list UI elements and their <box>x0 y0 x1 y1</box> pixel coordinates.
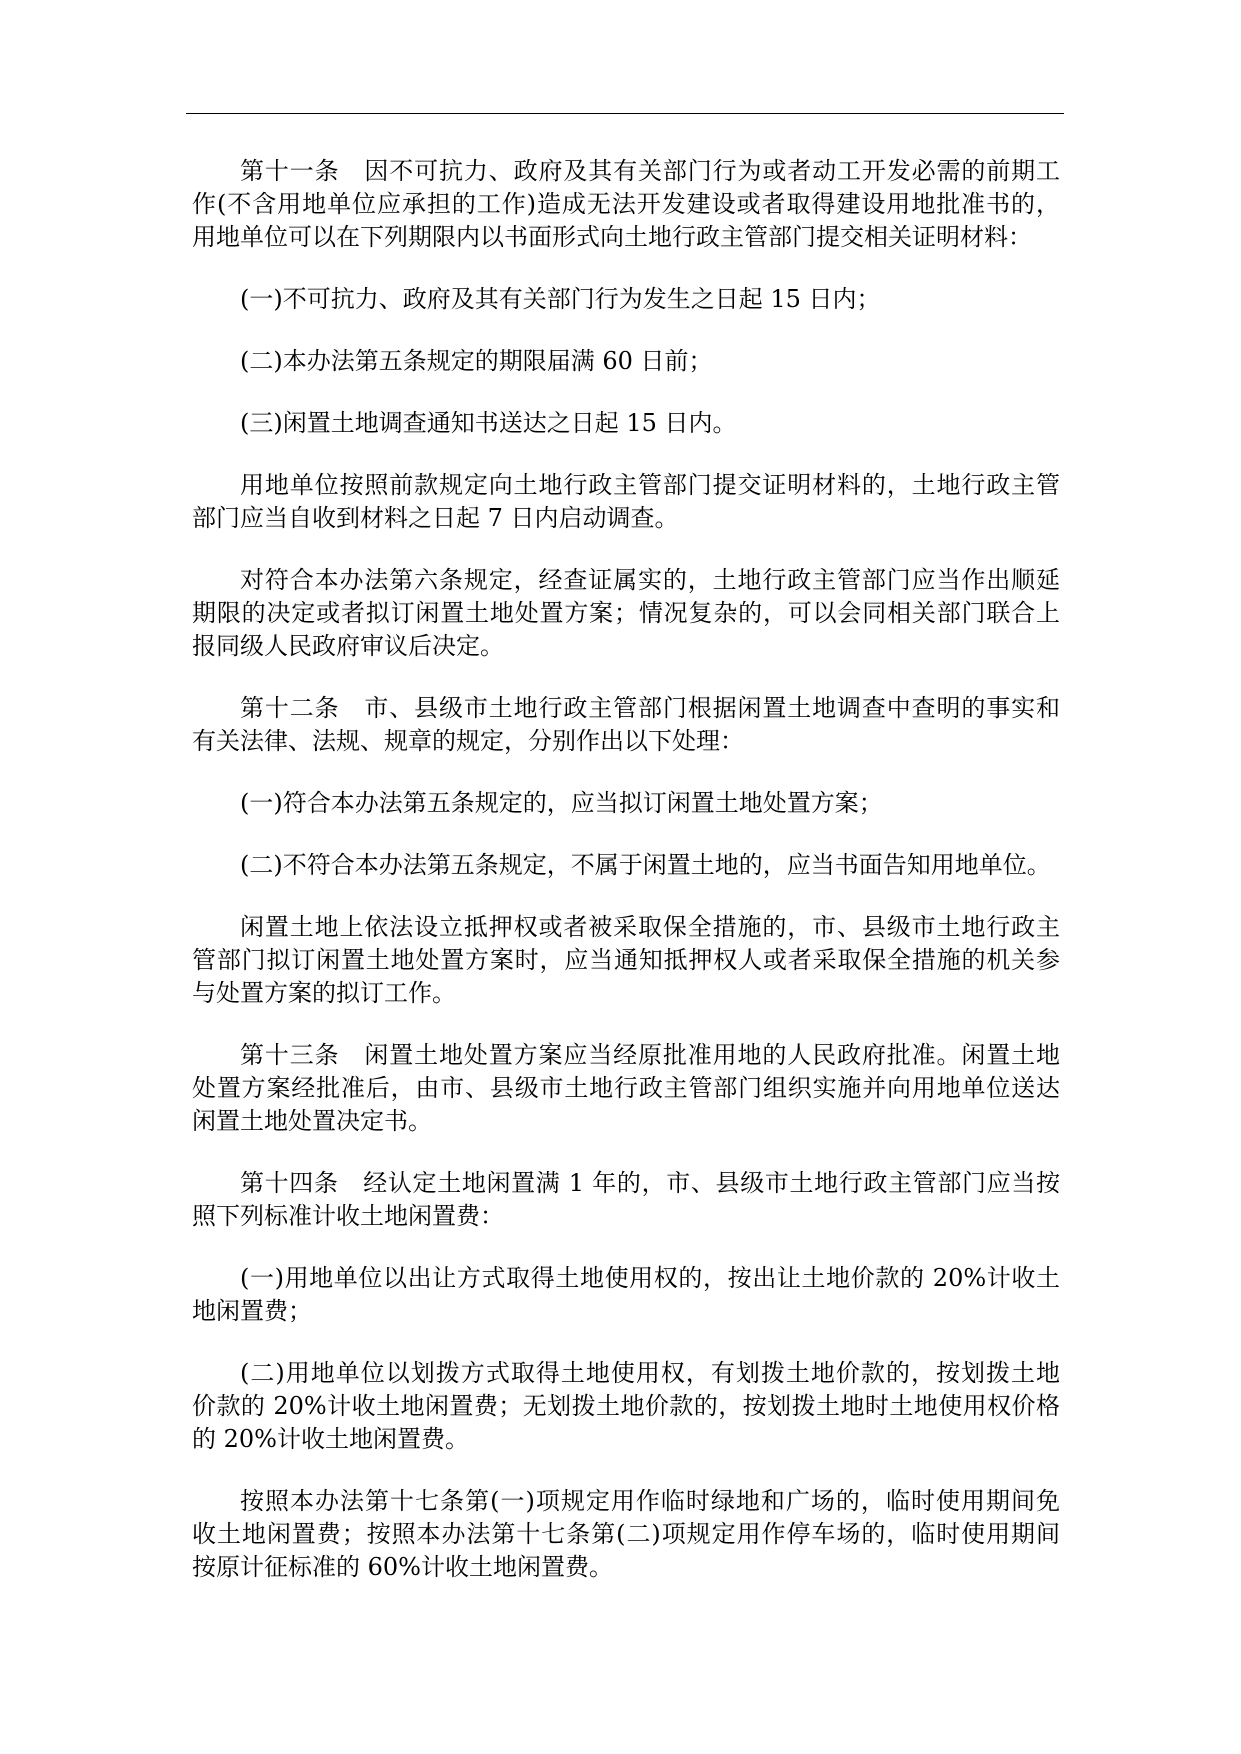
text-line: (二)用地单位以划拨方式取得土地使用权，有划拨土地价款的，按划拨土地 <box>240 1359 1060 1387</box>
text-line: 处置方案经批准后，由市、县级市土地行政主管部门组织实施并向用地单位送达 <box>192 1074 1060 1102</box>
header-rule <box>186 113 1064 114</box>
text-line: 第十一条 因不可抗力、政府及其有关部门行为或者动工开发必需的前期工 <box>240 157 1060 185</box>
text-line: 价款的 20%计收土地闲置费；无划拨土地价款的，按划拨土地时土地使用权价格 <box>192 1392 1060 1420</box>
article-14-item-2 <box>192 1357 1060 1456</box>
text-line: 部门应当自收到材料之日起 7 日内启动调查。 <box>192 504 679 532</box>
text-line: 第十二条 市、县级市土地行政主管部门根据闲置土地调查中查明的事实和 <box>240 694 1060 722</box>
article-13-paragraph <box>192 1039 1060 1138</box>
text-line: 地闲置费； <box>192 1297 312 1325</box>
article-12-paragraph <box>192 692 1060 758</box>
article-12-item-2 <box>192 849 1060 882</box>
text-line: 按照本办法第十七条第(一)项规定用作临时绿地和广场的，临时使用期间免 <box>240 1487 1060 1515</box>
text-line: 期限的决定或者拟订闲置土地处置方案；情况复杂的，可以会同相关部门联合上 <box>192 599 1060 627</box>
text-line: 对符合本办法第六条规定，经查证属实的，土地行政主管部门应当作出顺延 <box>240 566 1060 594</box>
text-line: 照下列标准计收土地闲置费： <box>192 1202 504 1230</box>
text-line: (一)符合本办法第五条规定的，应当拟订闲置土地处置方案； <box>240 789 883 817</box>
article-14-item-1 <box>192 1262 1060 1328</box>
text-line: 第十三条 闲置土地处置方案应当经原批准用地的人民政府批准。闲置土地 <box>240 1041 1060 1069</box>
article-14-paragraph <box>192 1167 1060 1233</box>
text-line: 第十四条 经认定土地闲置满 1 年的，市、县级市土地行政主管部门应当按 <box>240 1169 1060 1197</box>
text-line: 作(不含用地单位应承担的工作)造成无法开发建设或者取得建设用地批准书的， <box>192 190 1060 218</box>
text-line: (一)用地单位以出让方式取得土地使用权的，按出让土地价款的 20%计收土 <box>240 1264 1060 1292</box>
text-line: (一)不可抗力、政府及其有关部门行为发生之日起 15 日内； <box>240 285 881 313</box>
article-12-mortgage-paragraph <box>192 911 1060 1010</box>
document-body <box>192 155 1060 1613</box>
text-line: 用地单位按照前款规定向土地行政主管部门提交证明材料的，土地行政主管 <box>240 471 1060 499</box>
article-11-extension-paragraph <box>192 564 1060 663</box>
text-line: 管部门拟订闲置土地处置方案时，应当通知抵押权人或者采取保全措施的机关参 <box>192 946 1060 974</box>
article-11-item-3 <box>192 407 1060 440</box>
text-line: 的 20%计收土地闲置费。 <box>192 1425 469 1453</box>
article-11-paragraph <box>192 155 1060 254</box>
text-line: (三)闲置土地调查通知书送达之日起 15 日内。 <box>240 409 737 437</box>
article-14-temporary-use-paragraph <box>192 1485 1060 1584</box>
text-line: 报同级人民政府审议后决定。 <box>192 632 504 660</box>
text-line: 收土地闲置费；按照本办法第十七条第(二)项规定用作停车场的，临时使用期间 <box>192 1520 1060 1548</box>
text-line: (二)不符合本办法第五条规定，不属于闲置土地的，应当书面告知用地单位。 <box>240 851 1051 879</box>
text-line: 与处置方案的拟订工作。 <box>192 979 456 1007</box>
article-12-item-1 <box>192 787 1060 820</box>
article-11-item-2 <box>192 345 1060 378</box>
text-line: (二)本办法第五条规定的期限届满 60 日前； <box>240 347 713 375</box>
text-line: 闲置土地上依法设立抵押权或者被采取保全措施的，市、县级市土地行政主 <box>240 913 1060 941</box>
article-11-investigation-paragraph <box>192 469 1060 535</box>
text-line: 闲置土地处置决定书。 <box>192 1107 432 1135</box>
article-11-item-1 <box>192 283 1060 316</box>
text-line: 用地单位可以在下列期限内以书面形式向土地行政主管部门提交相关证明材料： <box>192 223 1032 251</box>
text-line: 有关法律、法规、规章的规定，分别作出以下处理： <box>192 727 744 755</box>
text-line: 按原计征标准的 60%计收土地闲置费。 <box>192 1553 613 1581</box>
